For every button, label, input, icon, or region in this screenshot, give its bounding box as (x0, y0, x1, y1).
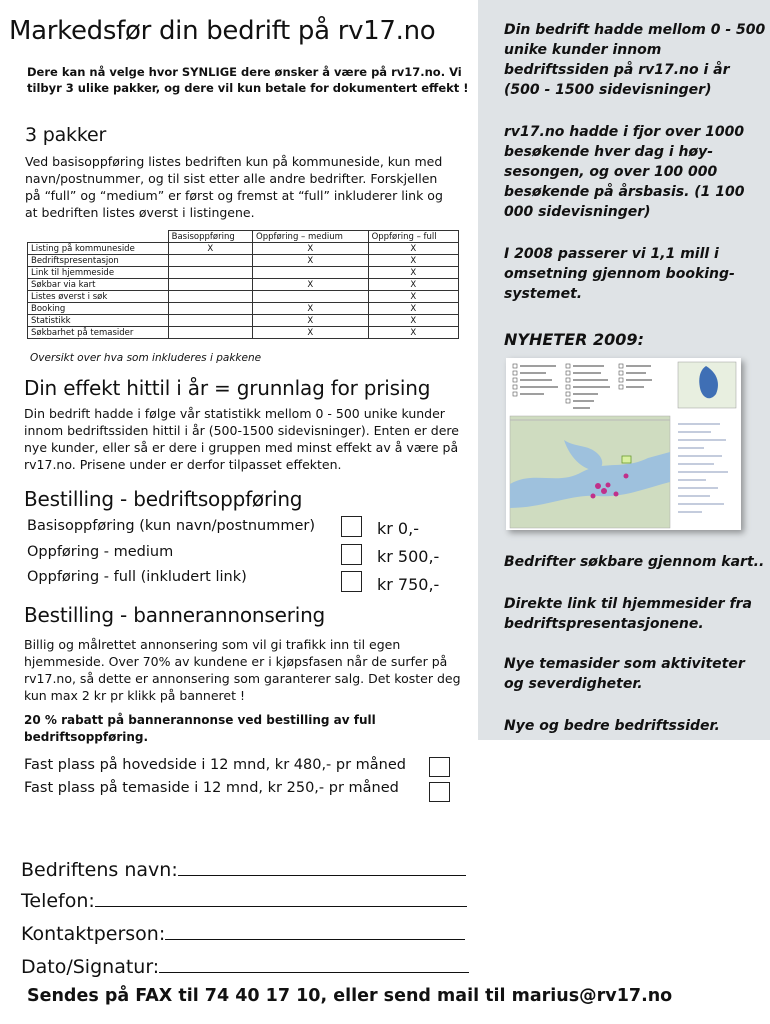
company-name-line[interactable] (178, 858, 466, 876)
cell-full: X (368, 279, 458, 291)
news-item: Nye temasider som aktiviteter og severdigheter. (504, 656, 745, 692)
order-banner-heading: Bestilling - bannerannonsering (24, 603, 326, 627)
listing-option-medium-price: kr 500,- (377, 547, 440, 566)
cell-full: X (368, 267, 458, 279)
banner-option-main-checkbox[interactable] (429, 757, 450, 777)
table-row (28, 243, 459, 255)
date-signature-label: Dato/Signatur: (21, 956, 160, 978)
packages-text: Ved basisoppføring listes bedriften kun på kommuneside, kun med navn/postnummer, og til sist etter alle andre bedrifter. Forskjellen på “full” og “medium” er først og fremst at “full” inkluderer link og at bedriften listes øverst i listingene. (25, 154, 443, 220)
row-label: Listing på kommuneside (28, 243, 169, 255)
news-heading: NYHETER 2009: (504, 330, 644, 349)
news-item: Nye og bedre bedriftssider. (504, 718, 720, 734)
listing-option-full-checkbox[interactable] (341, 571, 362, 592)
table-caption: Oversikt over hva som inkluderes i pakkene (30, 352, 262, 364)
intro-text: Dere kan nå velge hvor SYNLIGE dere ønsker å være på rv17.no. Vi tilbyr 3 ulike pakker, og dere vil kun betale for dokumentert effekt ! (27, 65, 469, 95)
table-row (28, 255, 459, 267)
company-name-field[interactable] (21, 858, 466, 881)
phone-label: Telefon: (21, 890, 95, 912)
date-signature-line[interactable] (159, 955, 469, 973)
row-label: Listes øverst i søk (28, 291, 169, 303)
banner-option-theme-label: Fast plass på temaside i 12 mnd, kr 250,- pr måned (24, 780, 399, 796)
banner-option-main-label: Fast plass på hovedside i 12 mnd, kr 480,- pr måned (24, 757, 406, 773)
contact-person-line[interactable] (165, 922, 465, 940)
cell-medium: X (253, 327, 369, 339)
sidebar-paragraph-2: rv17.no hadde i fjor over 1000 besøkende hver dag i høy-sesongen, og over 100 000 besøkende på årsbasis. (1 100 000 sidevisninger) (504, 124, 745, 220)
cell-medium: X (253, 315, 369, 327)
table-corner (28, 231, 169, 243)
phone-line[interactable] (95, 889, 467, 907)
cell-full: X (368, 303, 458, 315)
news-item: Direkte link til hjemmesider fra bedriftspresentasjonene. (504, 596, 752, 632)
cell-basis (168, 279, 252, 291)
row-label: Statistikk (28, 315, 169, 327)
contact-person-label: Kontaktperson: (21, 923, 166, 945)
packages-heading: 3 pakker (25, 124, 107, 146)
row-label: Link til hjemmeside (28, 267, 169, 279)
banner-discount: 20 % rabatt på bannerannonse ved bestilling av full bedriftsoppføring. (24, 713, 376, 744)
listing-option-basis-checkbox[interactable] (341, 516, 362, 537)
cell-full: X (368, 291, 458, 303)
table-row (28, 279, 459, 291)
map-screenshot (506, 358, 741, 530)
effect-heading: Din effekt hittil i år = grunnlag for prising (24, 376, 431, 400)
cell-full: X (368, 243, 458, 255)
banner-text: Billig og målrettet annonsering som vil gi trafikk inn til egen hjemmeside. Over 70% av kundene er i kjøpsfasen når de surfer på rv17.no, så dette er annonsering som garanterer salg. Det koster deg kun max 2 kr pr klikk på banneret ! (24, 637, 461, 703)
table-row (28, 267, 459, 279)
cell-basis (168, 255, 252, 267)
sidebar-paragraph-3: I 2008 passerer vi 1,1 mill i omsetning gjennom booking-systemet. (504, 246, 735, 302)
cell-basis (168, 327, 252, 339)
phone-field[interactable] (21, 889, 467, 912)
date-signature-field[interactable] (21, 955, 469, 978)
page-title: Markedsfør din bedrift på rv17.no (9, 16, 436, 46)
cell-basis (168, 291, 252, 303)
listing-option-basis-label: Basisoppføring (kun navn/postnummer) (27, 518, 316, 534)
cell-medium: X (253, 303, 369, 315)
news-item: Bedrifter søkbare gjennom kart.. (504, 554, 765, 570)
map-thumbnail-icon (506, 358, 741, 530)
footer-instructions: Sendes på FAX til 74 40 17 10, eller send mail til marius@rv17.no (27, 986, 673, 1006)
cell-basis (168, 303, 252, 315)
row-label: Booking (28, 303, 169, 315)
listing-option-medium-checkbox[interactable] (341, 544, 362, 565)
effect-text: Din bedrift hadde i følge vår statistikk mellom 0 - 500 unike kunder innom bedriftssiden hittil i år (500-1500 sidevisninger). Enten er dere nye kunder, eller så er dere i gruppen med minst effekt av å være på rv17.no. Prisene under er derfor tilpasset effekten. (24, 406, 459, 472)
column-header-basis: Basisoppføring (168, 231, 252, 243)
listing-option-full-price: kr 750,- (377, 575, 440, 594)
cell-medium: X (253, 243, 369, 255)
cell-medium (253, 291, 369, 303)
company-name-label: Bedriftens navn: (21, 859, 178, 881)
cell-basis: X (168, 243, 252, 255)
sidebar-paragraph-1: Din bedrift hadde mellom 0 - 500 unike kunder innom bedriftssiden på rv17.no i år (500 - 1500 sidevisninger) (504, 22, 766, 98)
column-header-full: Oppføring – full (368, 231, 458, 243)
cell-basis (168, 315, 252, 327)
table-row (28, 291, 459, 303)
row-label: Bedriftspresentasjon (28, 255, 169, 267)
table-row (28, 315, 459, 327)
order-listing-heading: Bestilling - bedriftsoppføring (24, 487, 303, 511)
contact-person-field[interactable] (21, 922, 465, 945)
cell-full: X (368, 315, 458, 327)
listing-option-basis-price: kr 0,- (377, 519, 419, 538)
cell-full: X (368, 327, 458, 339)
cell-basis (168, 267, 252, 279)
cell-medium: X (253, 255, 369, 267)
table-header-row (28, 231, 459, 243)
cell-medium (253, 267, 369, 279)
column-header-medium: Oppføring – medium (253, 231, 369, 243)
cell-medium: X (253, 279, 369, 291)
row-label: Søkbarhet på temasider (28, 327, 169, 339)
listing-option-full-label: Oppføring - full (inkludert link) (27, 569, 247, 585)
table-row (28, 327, 459, 339)
table-row (28, 303, 459, 315)
row-label: Søkbar via kart (28, 279, 169, 291)
package-comparison-table (27, 230, 459, 339)
cell-full: X (368, 255, 458, 267)
banner-option-theme-checkbox[interactable] (429, 782, 450, 802)
listing-option-medium-label: Oppføring - medium (27, 544, 174, 560)
